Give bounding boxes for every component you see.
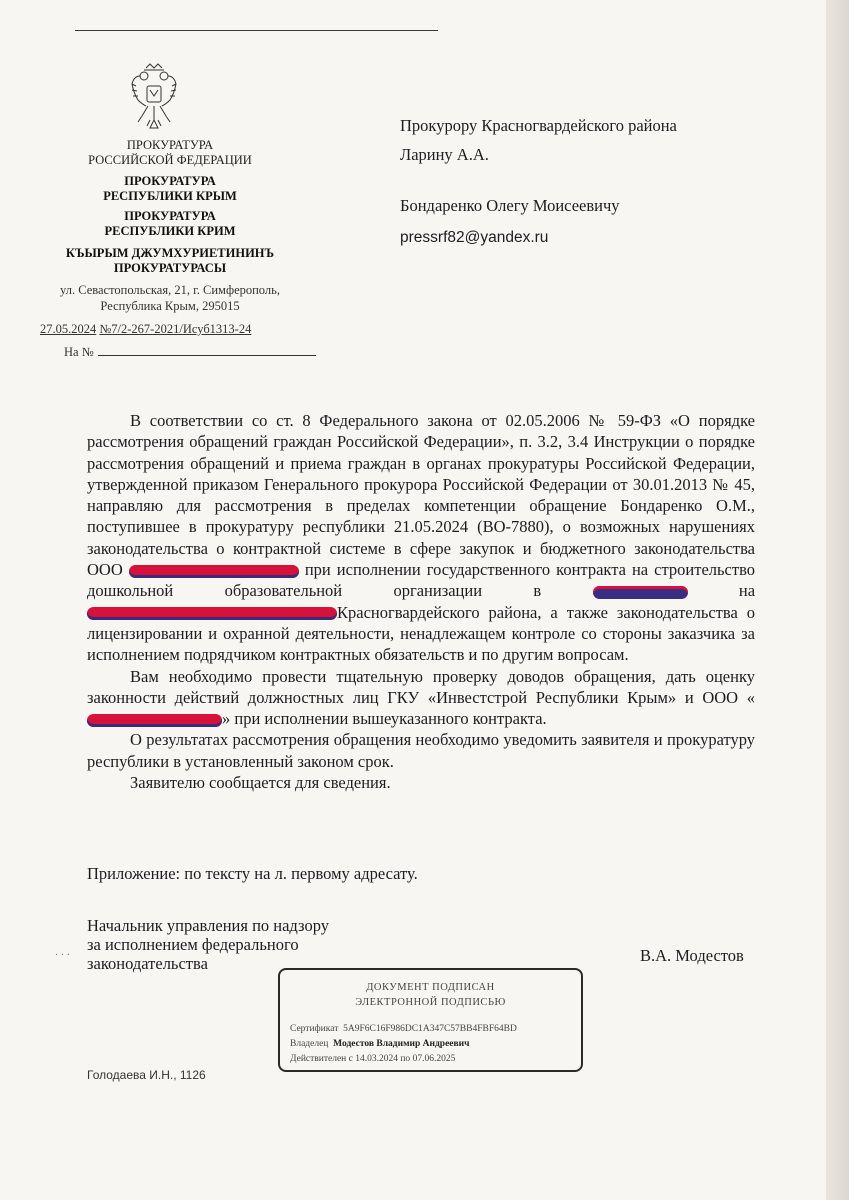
registration-line — [40, 322, 251, 337]
scan-speck: · · · — [55, 950, 70, 961]
stamp-title-1: ДОКУМЕНТ ПОДПИСАН — [366, 982, 495, 993]
letter-body — [87, 410, 755, 793]
org-bold-line-6: ПРОКУРАТУРАСЫ — [113, 261, 227, 275]
org-bold-line-4: РЕСПУБЛИКИ КРИМ — [104, 224, 236, 238]
valid-to-label: по — [400, 1054, 411, 1064]
addressee-line-3: Бондаренко Олегу Моисеевичу — [400, 196, 620, 215]
paragraph-2 — [87, 666, 755, 730]
top-rule — [75, 30, 438, 31]
stamp-certificate-row — [290, 1024, 517, 1034]
reference-blank — [98, 345, 316, 356]
cert-label: Сертификат — [290, 1024, 339, 1034]
reg-date: 27.05.2024 — [40, 322, 97, 336]
paragraph-1 — [87, 410, 755, 666]
p2-part-b: » при исполнении вышеуказанного контракта. — [222, 709, 547, 729]
position-line-3: законодательства — [87, 954, 208, 973]
p1-part-a: В соответствии со ст. 8 Федерального закона от 02.05.2006 № 59-ФЗ «О порядке рассмотрения обращений граждан Российской Федерации», п. 3.2, 3.4 Инструкции о порядке рассмотрения обращений и приема граждан в органах прокуратуры Российской Федерации, утвержденной приказом Генерального прокурора Российской Федерации от 30.01.2013 № 45, направляю для рассмотрения в пределах компетенции обращение Бондаренко О.М., поступившее в прокуратуру республики 21.05.2024 (ВО-7880), о возможных нарушениях законодательства о контрактной системе в сфере закупок и бюджетного законодательства ООО — [87, 411, 755, 580]
org-bold-line-1: ПРОКУРАТУРА — [124, 174, 216, 188]
scan-edge — [826, 0, 849, 1200]
valid-to: 07.06.2025 — [412, 1054, 456, 1064]
addressee-line-2: Ларину А.А. — [400, 145, 489, 164]
p2-part-a: Вам необходимо провести тщательную проверку доводов обращения, дать оценку законности действий должностных лиц ГКУ «Инвестстрой Республики Крым» и ООО « — [87, 666, 755, 707]
coat-of-arms-icon — [128, 60, 180, 134]
org-address-line-1: ул. Севастопольская, 21, г. Симферополь, — [60, 283, 280, 297]
org-line-1: ПРОКУРАТУРА — [126, 138, 214, 152]
signer-name: В.А. Модестов — [640, 946, 744, 965]
p1-part-c: на — [738, 581, 756, 601]
org-bold-line-5: КЪЫРЫМ ДЖУМХУРИЕТИНИНЪ — [65, 246, 275, 260]
stamp-title-2: ЭЛЕКТРОННОЙ ПОДПИСЬЮ — [355, 997, 506, 1008]
redaction-mark — [87, 714, 222, 727]
valid-label: Действителен — [290, 1054, 347, 1064]
redaction-mark — [129, 565, 299, 578]
position-line-2: за исполнением федерального — [87, 935, 299, 954]
reg-number: №7/2-267-2021/Исуб1313-24 — [99, 322, 252, 336]
redaction-mark — [87, 607, 337, 620]
e-signature-stamp — [278, 968, 583, 1072]
paragraph-4: Заявителю сообщается для сведения. — [130, 773, 391, 793]
paragraph-3: О результатах рассмотрения обращения необходимо уведомить заявителя и прокуратуру республики в установленный законом срок. — [87, 730, 755, 771]
reference-label: На № — [64, 345, 94, 359]
owner-label: Владелец — [290, 1039, 329, 1049]
valid-from: 14.03.2024 — [355, 1054, 398, 1064]
org-bold-line-2: РЕСПУБЛИКИ КРЫМ — [103, 189, 237, 203]
valid-from-label: с — [348, 1054, 353, 1064]
addressee-line-1: Прокурору Красногвардейского района — [400, 116, 677, 135]
p1-part-d: Красногвардейского района, а также законодательства о лицензировании и охранной деятельности, ненадлежащем контроле со стороны заказчика за исполнением подрядчиком контрактных обязательств и по другим вопросам. — [87, 602, 755, 665]
cert-value: 5A9F6C16F986DC1A347C57BB4FBF64BD — [343, 1024, 517, 1034]
executor-line: Голодаева И.Н., 1126 — [87, 1068, 206, 1082]
redaction-mark — [593, 586, 688, 599]
stamp-validity-row — [290, 1054, 455, 1064]
org-address-line-2: Республика Крым, 295015 — [100, 299, 240, 313]
signature-position — [87, 916, 329, 973]
org-line-2: РОССИЙСКОЙ ФЕДЕРАЦИИ — [88, 153, 252, 167]
reference-line — [64, 345, 316, 360]
appendix-line: Приложение: по тексту на л. первому адресату. — [87, 864, 418, 883]
addressee-email: pressrf82@yandex.ru — [400, 229, 549, 246]
position-line-1: Начальник управления по надзору — [87, 916, 329, 935]
org-bold-line-3: ПРОКУРАТУРА — [124, 209, 216, 223]
stamp-owner-row — [290, 1039, 470, 1049]
p1-part-b: при исполнении государственного контракта на строительство дошкольной образовательной организации в — [87, 560, 755, 601]
owner-value: Модестов Владимир Андреевич — [333, 1039, 470, 1049]
